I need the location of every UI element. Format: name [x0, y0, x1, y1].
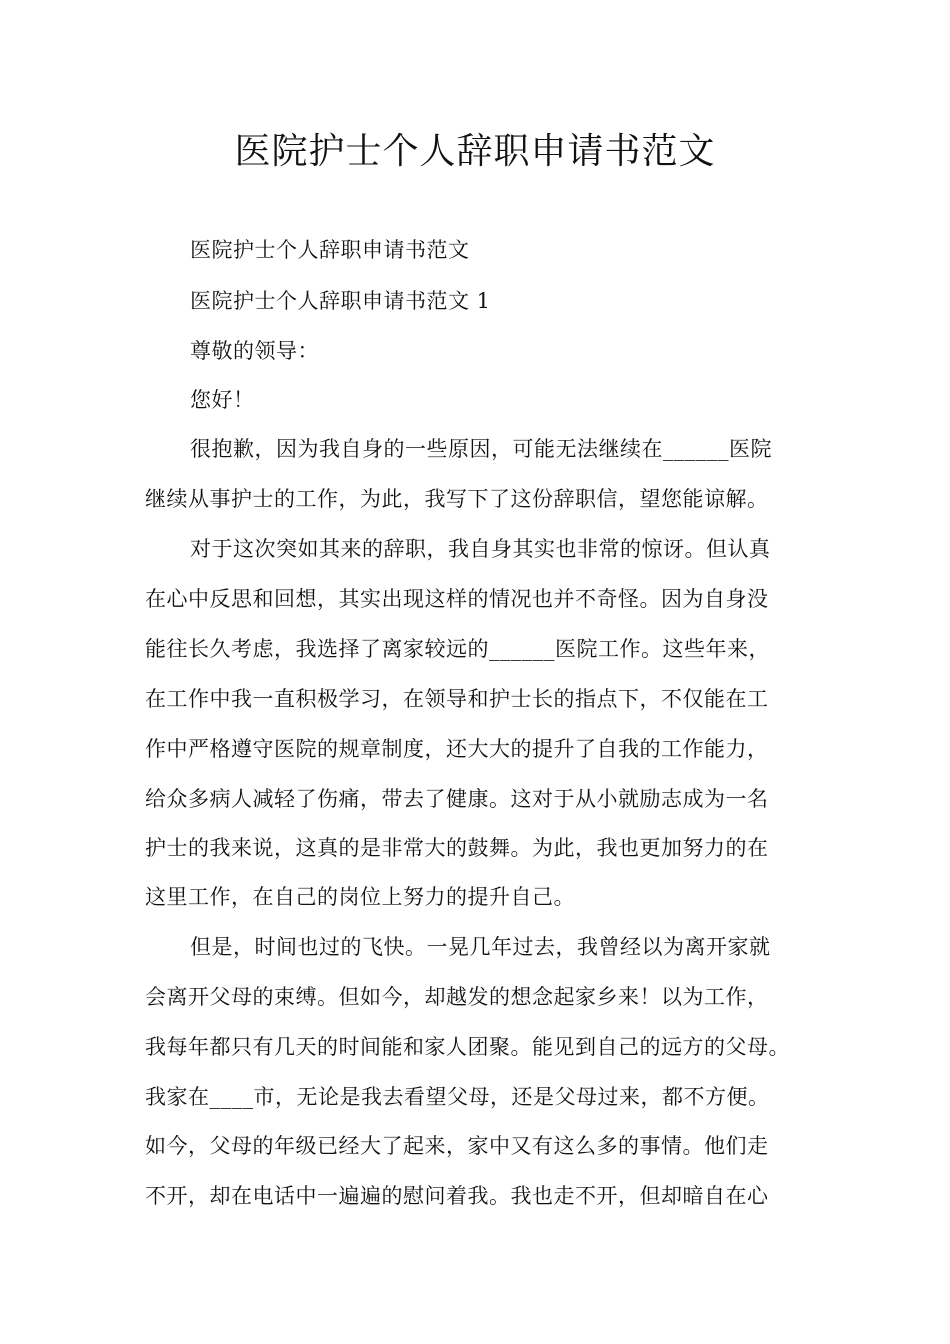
text-line: 这里工作，在自己的岗位上努力的提升自己。: [145, 885, 575, 909]
text-line: 您好！: [190, 388, 255, 412]
text-line: 在心中反思和回想，其实出现这样的情况也并不奇怪。因为自身没: [145, 587, 769, 611]
text-line: 但是，时间也过的飞快。一晃几年过去，我曾经以为离开家就: [190, 935, 771, 959]
text-line: 在工作中我一直积极学习，在领导和护士长的指点下，不仅能在工: [145, 687, 769, 711]
text-line: 我家在____市，无论是我去看望父母，还是父母过来，都不方便。: [145, 1085, 770, 1109]
text-line: 我每年都只有几天的时间能和家人团聚。能见到自己的远方的父母。: [145, 1035, 790, 1059]
document-title: 医院护士个人辞职申请书范文: [234, 131, 716, 172]
text-line: 医院护士个人辞职申请书范文: [190, 238, 470, 262]
text-line: 医院护士个人辞职申请书范文 1: [190, 289, 491, 313]
text-line: 能往长久考虑，我选择了离家较远的______医院工作。这些年来，: [145, 637, 770, 661]
text-line: 继续从事护士的工作，为此，我写下了这份辞职信，望您能谅解。: [145, 487, 769, 511]
text-line: 作中严格遵守医院的规章制度，还大大的提升了自我的工作能力，: [145, 737, 769, 761]
text-line: 如今，父母的年级已经大了起来，家中又有这么多的事情。他们走: [145, 1134, 769, 1158]
text-line: 尊敬的领导：: [190, 339, 319, 363]
text-line: 不开，却在电话中一遍遍的慰问着我。我也走不开，但却暗自在心: [145, 1184, 769, 1208]
text-line: 会离开父母的束缚。但如今，却越发的想念起家乡来！以为工作，: [145, 985, 769, 1009]
text-line: 护士的我来说，这真的是非常大的鼓舞。为此，我也更加努力的在: [145, 836, 769, 860]
text-line: 对于这次突如其来的辞职，我自身其实也非常的惊讶。但认真: [190, 537, 771, 561]
text-line: 给众多病人减轻了伤痛，带去了健康。这对于从小就励志成为一名: [145, 787, 769, 811]
text-line: 很抱歉，因为我自身的一些原因，可能无法继续在______医院: [190, 437, 772, 461]
